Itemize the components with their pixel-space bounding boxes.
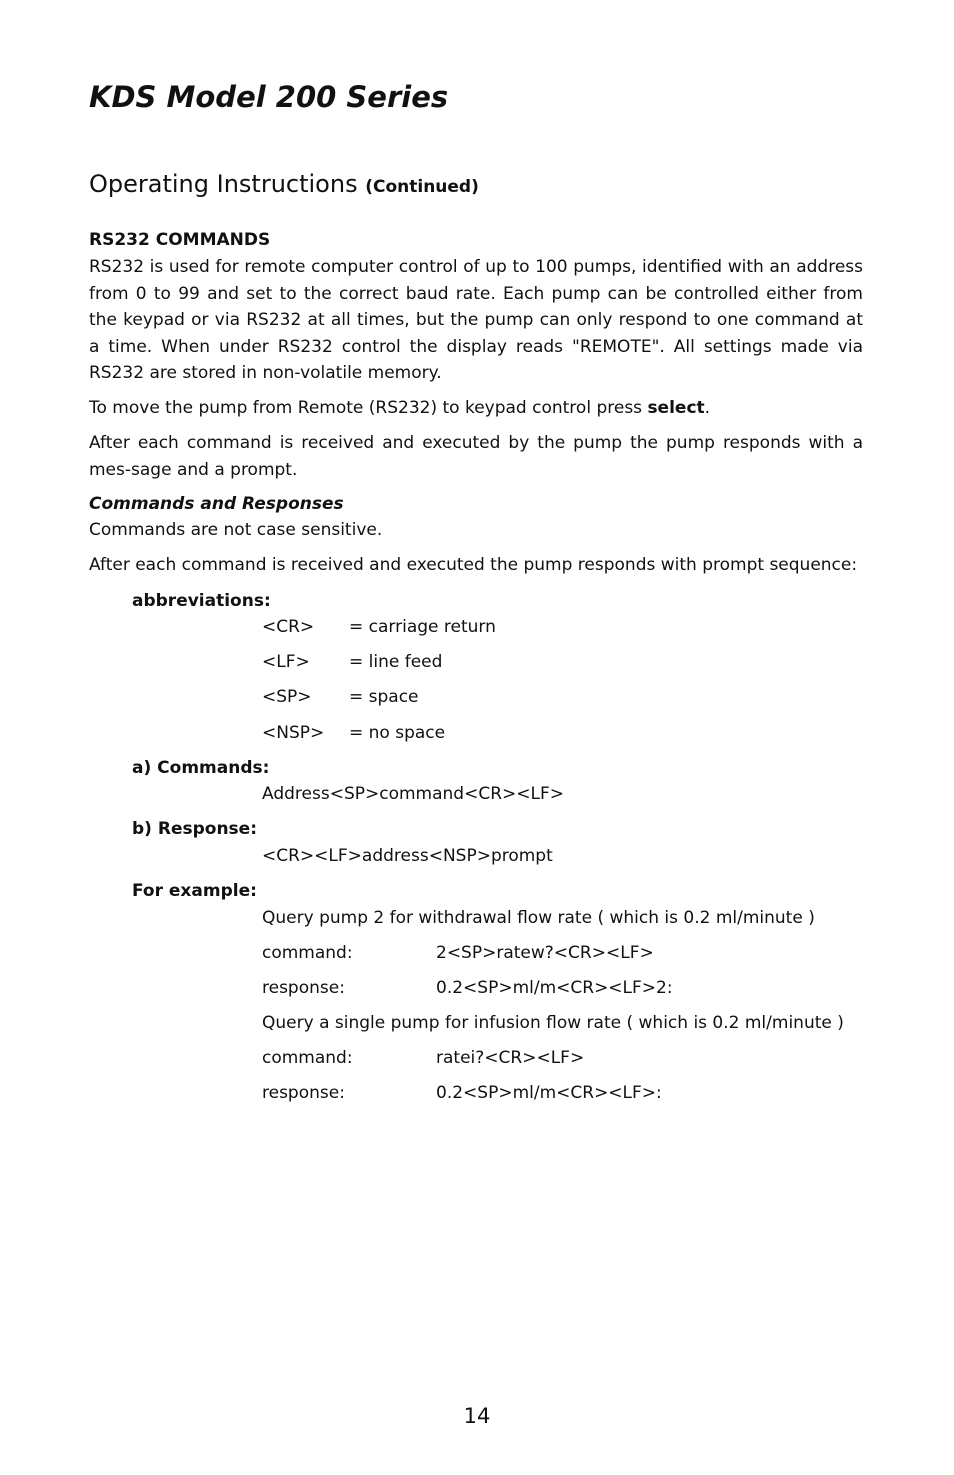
- abbreviations-label: abbreviations:: [132, 591, 271, 611]
- abbrev-meaning: = no space: [349, 723, 446, 743]
- rs232-heading: RS232 COMMANDS: [89, 230, 271, 250]
- commands-label: a) Commands:: [132, 758, 270, 778]
- section-title: [89, 170, 479, 198]
- example-command-value: 2<SP>ratew?<CR><LF>: [436, 943, 654, 963]
- response-paragraph: After each command is received and executed by the pump the pump responds with a mes-sage and a prompt.: [89, 433, 863, 480]
- response-label: b) Response:: [132, 819, 257, 839]
- example-response-value: 0.2<SP>ml/m<CR><LF>2:: [436, 978, 673, 998]
- select-key-label: select: [647, 398, 705, 418]
- example-response-label: response:: [262, 1083, 345, 1103]
- abbrev-code: <NSP>: [262, 723, 325, 743]
- prompt-sequence-note: After each command is received and executed the pump responds with prompt sequence:: [89, 555, 858, 575]
- abbrev-code: <SP>: [262, 687, 312, 707]
- keypad-control-period: .: [704, 398, 711, 418]
- keypad-control-paragraph: [89, 395, 863, 422]
- example-label: For example:: [132, 881, 257, 901]
- abbrev-meaning: = line feed: [349, 652, 443, 672]
- keypad-control-text: To move the pump from Remote (RS232) to keypad control press: [89, 398, 648, 418]
- document-title: KDS Model 200 Series: [89, 80, 449, 114]
- example-query-2: Query a single pump for infusion flow rate ( which is 0.2 ml/minute ): [262, 1013, 844, 1033]
- example-response-label: response:: [262, 978, 345, 998]
- section-title-text: Operating Instructions: [89, 170, 358, 198]
- abbrev-meaning: = carriage return: [349, 617, 496, 637]
- rs232-intro-paragraph: RS232 is used for remote computer control of up to 100 pumps, identified with an address from 0 to 99 and set to the correct baud rate. Each pump can be controlled either from the keypad or via RS232 at all times, but the pump can only respond to one command at a time. When under RS232 control the display reads "REMOTE". All settings made via RS232 are stored in non-volatile memory.: [89, 257, 863, 383]
- example-command-label: command:: [262, 943, 353, 963]
- abbrev-code: <CR>: [262, 617, 315, 637]
- commands-responses-heading: Commands and Responses: [89, 494, 344, 514]
- example-command-label: command:: [262, 1048, 353, 1068]
- example-command-value: ratei?<CR><LF>: [436, 1048, 585, 1068]
- section-subtitle: (Continued): [365, 177, 479, 197]
- case-sensitivity-note: Commands are not case sensitive.: [89, 520, 383, 540]
- example-query-1: Query pump 2 for withdrawal flow rate ( which is 0.2 ml/minute ): [262, 908, 815, 928]
- command-format: Address<SP>command<CR><LF>: [262, 784, 564, 804]
- example-response-value: 0.2<SP>ml/m<CR><LF>:: [436, 1083, 662, 1103]
- abbrev-code: <LF>: [262, 652, 310, 672]
- abbrev-meaning: = space: [349, 687, 419, 707]
- response-format: <CR><LF>address<NSP>prompt: [262, 846, 553, 866]
- page-number: 14: [463, 1404, 491, 1428]
